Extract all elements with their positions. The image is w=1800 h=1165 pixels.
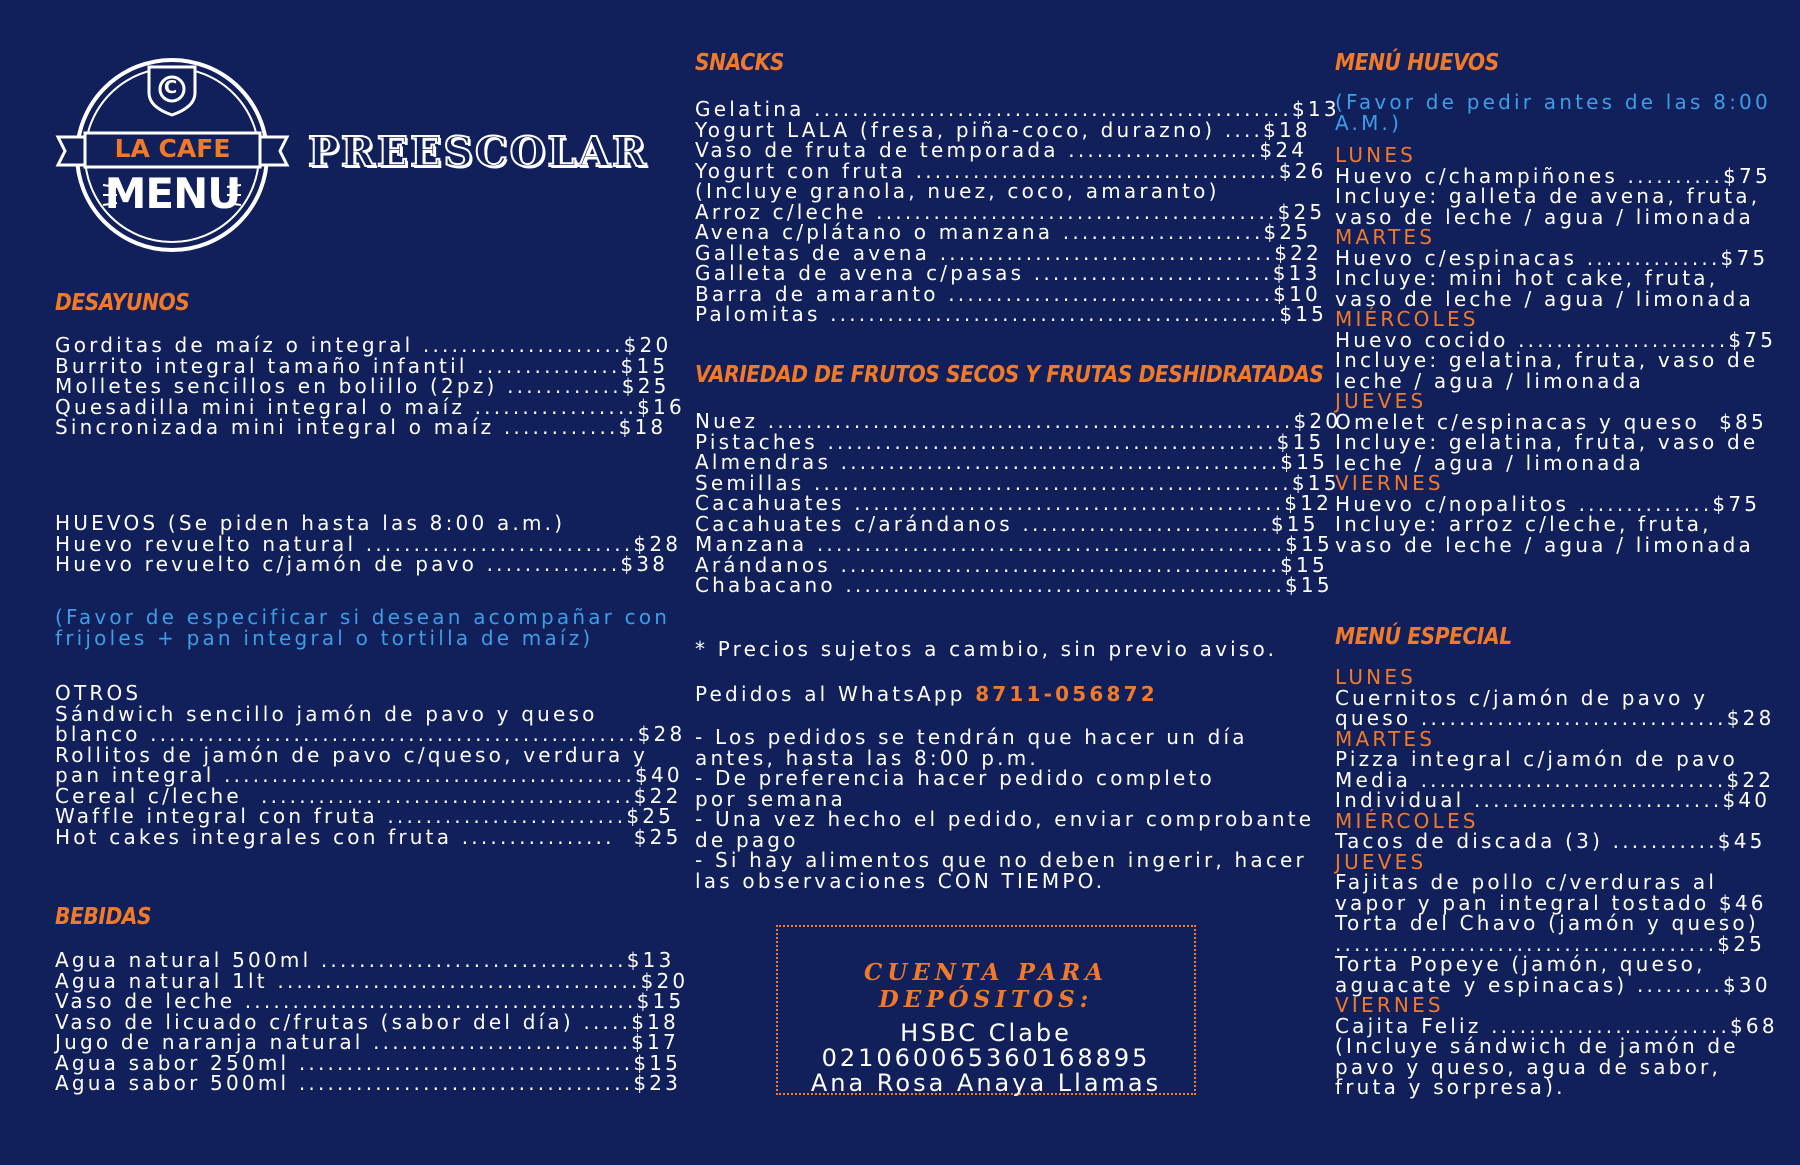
menu-item: Torta Popeye (jamón, queso,: [1335, 952, 1706, 976]
huevos-list: [55, 513, 681, 575]
menu-item: Chabacano ..............................................$15: [695, 573, 1333, 597]
menu-item: Yogurt con fruta ......................................$26: [695, 158, 1327, 183]
section-label: OTROS: [55, 681, 142, 705]
menu-item: Burrito integral tamaño infantil ...............$15: [55, 353, 669, 378]
menu-item: Arroz c/leche ..........................................$25: [695, 199, 1326, 224]
menu-item: Avena c/plátano o manzana .....................$25: [695, 220, 1312, 244]
menu-item: Molletes sencillos en bolillo (2pz) ............$25: [55, 374, 670, 398]
menu-item: Waffle integral con fruta .........................$25: [55, 804, 675, 828]
huevos-note: [55, 607, 670, 648]
menu-especial-heading: MENÚ ESPECIAL: [1335, 624, 1512, 650]
menu-item: Huevo c/champiñones ..........$75: [1335, 163, 1771, 188]
menu-item: pan integral ...........................................$40: [55, 763, 683, 787]
note-line: (Favor de pedir antes de las 8:00: [1335, 90, 1771, 114]
menu-item: Cacahuates .............................................$12: [695, 491, 1333, 515]
deposit-title: CUENTA PARA DEPÓSITOS:: [863, 959, 1109, 1013]
menu-item: fruta y sorpresa).: [1335, 1075, 1566, 1099]
menu-item: Huevo revuelto c/jamón de pavo ..............$38: [55, 552, 669, 576]
menu-item: Sándwich sencillo jamón de pavo y queso: [55, 701, 598, 726]
menu-huevos-days: [1335, 145, 1776, 555]
menu-item: Gelatina ..................................................$13: [695, 97, 1340, 121]
menu-item: Media ................................$22: [1335, 767, 1775, 792]
menu-item: Arándanos ..............................................$15: [695, 552, 1328, 577]
note-line: - Si hay alimentos que no deben ingerir, hacer: [695, 848, 1307, 872]
desayunos-heading: DESAYUNOS: [55, 290, 190, 316]
note-line: - Una vez hecho el pedido, enviar comprobante: [695, 807, 1315, 831]
menu-item: vaso de leche / agua / limonada: [1335, 532, 1755, 557]
whatsapp-label: Pedidos al WhatsApp: [695, 682, 976, 706]
menu-item: Galletas de avena ...................................$22: [695, 240, 1322, 265]
menu-item: Fajitas de pollo c/verduras al: [1335, 870, 1718, 894]
menu-item: Pistaches ...............................................$15: [695, 429, 1325, 454]
whatsapp-line: [695, 684, 1158, 705]
menu-item: Agua sabor 500ml ...................................$23: [55, 1071, 682, 1095]
whatsapp-number[interactable]: 8711-056872: [975, 682, 1158, 706]
menu-item: (Incluye sándwich de jamón de: [1335, 1034, 1739, 1058]
menu-item: ........................................$25: [1335, 931, 1766, 956]
menu-item: Huevo c/espinacas ..............$75: [1335, 245, 1769, 270]
menu-item: Quesadilla mini integral o maíz .................$16: [55, 394, 685, 419]
menu-item: Manzana .................................................$15: [695, 532, 1333, 556]
day-label: MIÉRCOLES: [1335, 307, 1479, 331]
menu-item: leche / agua / limonada: [1335, 368, 1644, 393]
menu-huevos-heading: MENÚ HUEVOS: [1335, 50, 1499, 76]
deposit-holder: Ana Rosa Anaya Llamas: [810, 1069, 1162, 1097]
day-label: JUEVES: [1335, 389, 1427, 413]
day-label: VIERNES: [1335, 993, 1444, 1017]
menu-item: Hot cakes integrales con fruta ................ $25: [55, 824, 682, 849]
menu-item: Vaso de licuado c/frutas (sabor del día) .....$18: [55, 1009, 679, 1034]
cafe-logo: [55, 55, 290, 255]
day-label: MARTES: [1335, 726, 1436, 751]
note-line: (Favor de especificar si desean acompañar con: [55, 605, 671, 629]
menu-item: Cereal c/leche .......................................$22: [55, 783, 682, 808]
note-line: A.M.): [1335, 110, 1403, 135]
menu-item: Nuez .......................................................$20: [695, 409, 1342, 433]
note-line: - Los pedidos se tendrán que hacer un día: [695, 725, 1248, 749]
logo-name-bottom: MENU: [104, 169, 241, 218]
snacks-heading: SNACKS: [695, 50, 785, 76]
menu-item: (Incluye granola, nuez, coco, amaranto): [695, 179, 1220, 203]
page-title: PREESCOLAR: [308, 128, 649, 176]
menu-item: Rollitos de jamón de pavo c/queso, verdura y: [55, 742, 649, 767]
menu-item: Cuernitos c/jamón de pavo y: [1335, 685, 1709, 710]
logo-name-top: LA CAFE: [114, 134, 231, 163]
menu-item: Cajita Feliz .........................$68: [1335, 1013, 1778, 1038]
order-notes: [695, 727, 1314, 891]
menu-item: leche / agua / limonada: [1335, 450, 1644, 475]
menu-item: Vaso de fruta de temporada ....................$24: [695, 138, 1308, 162]
price-disclaimer: [695, 639, 1277, 660]
menu-item: Palomitas ...............................................$15: [695, 302, 1328, 326]
frutos-list: [695, 411, 1341, 596]
menu-item: Agua natural 1lt ......................................$20: [55, 968, 689, 993]
otros-list: [55, 683, 685, 847]
deposit-clabe: 021060065360168895: [821, 1044, 1151, 1072]
menu-item: Huevo c/nopalitos ..............$75: [1335, 491, 1761, 516]
menu-item: Vaso de leche .........................................$15: [55, 989, 685, 1013]
menu-item: Almendras ..............................................$15: [695, 450, 1329, 474]
menu-item: Huevo revuelto natural ............................$28: [55, 531, 682, 556]
menu-item: Jugo de naranja natural ...........................$17: [55, 1030, 679, 1054]
day-label: MARTES: [1335, 225, 1436, 249]
disclaimer-text: * Precios sujetos a cambio, sin previo aviso.: [695, 637, 1278, 661]
menu-especial-days: [1335, 667, 1778, 1098]
desayunos-list: [55, 335, 685, 438]
menu-item: vapor y pan integral tostado $46: [1335, 890, 1767, 915]
note-line: frijoles + pan integral o tortilla de maíz): [55, 625, 594, 650]
bebidas-heading: BEBIDAS: [55, 904, 152, 930]
note-line: de pago: [695, 827, 799, 852]
day-label: MIÉRCOLES: [1335, 808, 1479, 833]
bebidas-list: [55, 950, 688, 1094]
menu-item: aguacate y espinacas) .........$30: [1335, 972, 1771, 997]
note-line: - De preferencia hacer pedido completo: [695, 766, 1215, 790]
menu-huevos-note: [1335, 92, 1771, 133]
menu-item: queso ................................$28: [1335, 706, 1775, 730]
menu-item: blanco ...................................................$28: [55, 722, 686, 746]
menu-item: vaso de leche / agua / limonada: [1335, 286, 1755, 311]
menu-item: Semillas ..................................................$15: [695, 470, 1340, 495]
note-line: por semana: [695, 786, 846, 811]
snacks-list: [695, 99, 1340, 325]
menu-item: Agua natural 500ml ................................$13: [55, 948, 675, 972]
menu-item: Incluye: gelatina, fruta, vaso de: [1335, 348, 1759, 372]
menu-item: Incluye: mini hot cake, fruta,: [1335, 266, 1719, 290]
menu-item: Incluye: arroz c/leche, fruta,: [1335, 512, 1712, 536]
section-label: HUEVOS (Se piden hasta las 8:00 a.m.): [55, 511, 566, 535]
day-label: LUNES: [1335, 143, 1417, 167]
menu-item: pavo y queso, agua de sabor,: [1335, 1054, 1722, 1079]
deposit-bank: HSBC Clabe: [900, 1019, 1072, 1047]
menu-item: Yogurt LALA (fresa, piña-coco, durazno) ....$18: [695, 117, 1311, 142]
menu-item: vaso de leche / agua / limonada: [1335, 204, 1755, 229]
note-line: las observaciones CON TIEMPO.: [695, 868, 1106, 893]
menu-item: Galleta de avena c/pasas .........................$13: [695, 261, 1321, 285]
menu-item: Gorditas de maíz o integral .....................$20: [55, 333, 672, 357]
menu-item: Torta del Chavo (jamón y queso): [1335, 911, 1759, 935]
menu-item: Individual ..........................$40: [1335, 788, 1771, 812]
menu-item: Omelet c/espinacas y queso $85: [1335, 409, 1767, 434]
note-line: antes, hasta las 8:00 p.m.: [695, 745, 1039, 770]
logo-badge-letter: C: [164, 77, 178, 98]
menu-item: Huevo cocido ......................$75: [1335, 327, 1777, 352]
menu-item: Incluye: galleta de avena, fruta,: [1335, 184, 1761, 208]
day-label: LUNES: [1335, 665, 1417, 689]
day-label: VIERNES: [1335, 471, 1444, 495]
menu-item: Incluye: gelatina, fruta, vaso de: [1335, 430, 1759, 454]
day-label: JUEVES: [1335, 849, 1427, 874]
menu-item: Agua sabor 250ml ...................................$15: [55, 1050, 682, 1075]
menu-item: Barra de amaranto ..................................$10: [695, 281, 1321, 306]
menu-item: Tacos de discada (3) ...........$45: [1335, 829, 1766, 853]
menu-item: Sincronizada mini integral o maíz ............$18: [55, 415, 667, 439]
deposit-box: [776, 925, 1196, 1095]
menu-item: Pizza integral c/jamón de pavo: [1335, 747, 1738, 771]
frutos-heading: VARIEDAD DE FRUTOS SECOS Y FRUTAS DESHIDRATADAS: [695, 362, 1324, 388]
menu-item: Cacahuates c/arándanos ..........................$15: [695, 511, 1319, 536]
